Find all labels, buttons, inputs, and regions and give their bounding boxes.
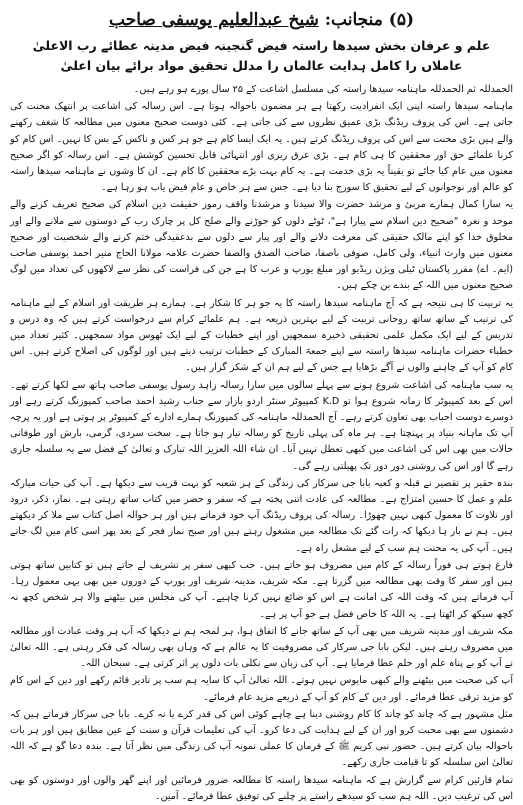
article-heading [10,8,513,32]
paragraph: بندہ حقیر پر تقصیر نے قبلہ و کعبہ بابا جی سرکار کی زندگی کے ہر شعبہ کو بہت قریب سے دیکھا ہے۔ آپ کی حیات مبارکہ علم و عمل کا حسین امتزاج ہے۔ مطالعہ کی عادت اتنی پختہ ہے کہ سفر و حضر میں کتاب ساتھ رہتی ہے۔ نماز، ذکر، درود اور تلاوت کا معمول کبھی نہیں چھوڑا۔ رسالہ کی پروف ریڈنگ آپ خود فرماتے ہیں اور ہر حوالہ اصل کتاب سے ملا کر دیکھتے ہیں۔ ہم نے بار ہا دیکھا کہ رات گئے تک مطالعہ میں مشغول رہتے ہیں اور صبح نماز فجر کے بعد پھر اسی کام میں لگ جاتے ہیں۔ آپ کی یہ محنت ہم سب کے لیے مشعل راہ ہے۔ [10,477,513,554]
paragraph: آپ کی صحبت میں بیٹھنے والے کبھی مایوس نہیں ہوتے۔ اللہ تعالیٰ آپ کا سایہ ہم سب پر تادیر قائم رکھے اور دین کے اس کام کو مزید ترقی عطا فرمائے۔ اور دین کے کام کو آپ کے ذریعے مزید عام فرمائے۔ [10,675,513,703]
paragraph: یہ سارا کمال ہمارے مربیٔ و مرشد حضرت والا سیدنا و مرشدنا واقف رموز حقیقت دین اسلام کی صحیح تعریف کرنے والے موحد و نعرہ "صحیح دین اسلام سے پیارا ہے"، ٹوٹے دلوں کو جوڑنے والے صلح کل پر چارک رب کے دوستوں سے ملانے والے اور مخلوق خدا کو اپنے مالک حقیقی کی معرفت دلانے والے اور پیار سے دلوں سے بدعقیدگی ختم کرنے والے شخصیت اور صحیح معنوں میں وارث انبیاء، ولی کامل، صوفی باصفا، صاحب الصدق والصفا حضرت علامہ مولانا الحاج منیر احمد یوسفی صاحب (ایم۔ اے) مقرر پاکستان ٹیلی ویژن ریڈیو اور مبلغ یورپ و عرب کا ہے جن کی فراست کی نظر سے لاکھوں کی تعداد میں لوگ صحیح معنوں میں اللہ کے بندے بن چکے ہیں۔ [10,199,513,292]
paragraph: فارغ ہوتے ہی فوراً رسالہ کے کام میں مصروف ہو جاتے ہیں۔ جب کبھی سفر پر تشریف لے جاتے ہیں تو کتابیں ساتھ ہوتی ہیں اور سفر کا وقت بھی مطالعہ میں گزرتا ہے۔ مکہ شریف، مدینہ شریف اور یورپ کے دوروں میں بھی یہی معمول رہا۔ آپ فرماتے ہیں کہ وقت اللہ کی امانت ہے اس کو ضائع نہیں کرنا چاہیے۔ آپ کی مجلس میں بیٹھنے والا ہر شخص کچھ نہ کچھ سیکھ کر اٹھتا ہے۔ یہ اللہ کا خاص فضل ہے جو آپ پر ہے۔ [10,559,513,620]
subheading-line: علم و عرفان بخش سیدھا راستہ فیض گنجینہ فیض مدینہ عطائے رب الاعلیٰ [32,38,491,53]
paragraph: مکہ شریف اور مدینہ شریف میں بھی آپ کے ساتھ جانے کا اتفاق ہوا، ہر لمحہ ہم نے دیکھا کہ آپ ہر وقت عبادت اور مطالعہ میں مصروف رہتے ہیں۔ لیکن بابا جی سرکار کی مصروفیت کا یہ عالم ہے کہ وہاں بھی رسالہ کی فکر رہتی ہے۔ اللہ تعالیٰ نے آپ کو بے پناہ علم اور حلم عطا فرمایا ہے۔ آپ کی زبان سے نکلی بات دلوں پر اثر کرتی ہے۔ سبحان اللہ۔ [10,625,513,670]
subheading-line: عاملاں را کامل ہدایت عالماں را مدلل تحقیق مواد برائے بیان اعلیٰ [60,58,463,73]
paragraph: یہ سب ماہنامہ کی اشاعت شروع ہونے سے پہلے سالوں میں سارا رسالہ زاہد رسول یوسفی صاحب ہاتھ سے لکھا کرتے تھے۔ اس کے بعد کمپیوٹر کا زمانہ شروع ہوا تو K.D کمپیوٹر سنٹر اردو بازار سے جناب رشید احمد صاحب کمپوزنگ کرتے رہے اور دوسرے دوست احباب بھی تعاون کرتے رہے۔ آج الحمدللہ ماہنامہ کی کمپوزنگ ہمارے ادارے کے کمپیوٹر پر ہوتی ہے اور یہ پرچہ آپ تک ماہانہ بنیاد پر پہنچتا ہے۔ ہر ماہ کی پہلی تاریخ کو رسالہ تیار ہو جاتا ہے۔ سخت سردی، گرمی، بارش اور طوفانی حالات میں بھی اس کی اشاعت میں کبھی تعطل نہیں آیا۔ ان شاء اللہ العزیز اللہ تبارک و تعالیٰ کے فضل سے یہ سلسلہ جاری رہے گا اور اس کی روشنی دور دور تک پھیلتی رہے گی۔ [10,379,513,472]
paragraph: تمام قارئین کرام سے گزارش ہے کہ ماہنامہ سیدھا راستہ کا مطالعہ ضرور فرمائیں اور اپنے گھر والوں اور دوستوں کو بھی اس کی ترغیب دیں۔ اللہ ہم سب کو سیدھے راستے پر چلنے کی توفیق عطا فرمائے۔ آمین۔ [10,774,513,802]
paragraph: الحمدللہ ثم الحمدللہ ماہنامہ سیدھا راستہ کی مسلسل اشاعت کے ۲۵ سال پورے ہو رہے ہیں۔ [133,84,513,95]
article-subheading [10,36,513,76]
paragraph: مثل مشہور ہے کہ چاند کو چاند کا کام روشنی دینا ہے چاہے کوئی اس کی قدر کرے یا نہ کرے۔ بابا جی سرکار فرماتے ہیں کہ دشمنوں سے بھی محبت کرو اور ان کے لیے ہدایت کی دعا کرو۔ آپ کی تعلیمات قرآن و سنت کے عین مطابق ہیں اور ہر بات باحوالہ بیان کرتے ہیں۔ حضور نبی کریم ﷺ کے فرمان کا عملی نمونہ آپ کی زندگی میں نظر آتا ہے۔ بندہ دعا گو ہے کہ اللہ تعالیٰ اس سلسلہ کو تا قیامت جاری رکھے۔ [10,708,513,769]
author-name: شیخ عبدالعلیم یوسفی صاحب [109,10,319,30]
paragraph: یہ تربیت کا ہی نتیجہ ہے کہ آج ماہنامہ سیدھا راستہ کا یہ جو ہر کا شکار ہے۔ ہمارے ہر طریقت اور اسلام کے لیے ماہنامہ کی ترتیب کے ساتھ ساتھ روحانی تربیت کے لیے بہترین ذریعہ ہے۔ ہم علمائے کرام سے درخواست کرتے ہیں کہ وہ درس و تدریس کے لیے ایک مکمل علمی تحقیقی ذخیرہ سمجھیں اور اپنے خطبات کے لیے ایک ٹھوس مواد سمجھیں۔ کثیر تعداد میں خطباء حضرات ماہنامہ سیدھا راستہ سے اپنے جمعۃ المبارک کے خطبات ترتیب دیتے ہیں اور لوگوں کی اصلاح کرتے ہیں۔ اس کام کو آپ کے چاہنے والوں نے آگے بڑھایا ہے جس کے لیے ہم ان کے شکر گزار ہیں۔ [10,297,513,374]
heading-prefix: (۵) منجانب: [324,10,414,30]
article-body [10,82,513,805]
paragraph: ماہنامہ سیدھا راستہ اپنی ایک انفرادیت رکھتا ہے ہر مضمون باحوالہ ہوتا ہے۔ اس رسالہ کی اشاعت پر انتھک محنت کی جاتی ہے۔ اس کی پروف ریڈنگ بڑی عمیق نظروں سے کی جاتی ہے۔ کئی دوست صحیح معنوں میں مطالعہ کا شغف رکھنے والے ہیں بڑی محنت سے اس کی پروف ریڈنگ کرتے ہیں۔ یہ ایک ایسا کام ہے جو ہر کس و ناکس کے بس کا نہیں۔ اس کام کو کرنا علمائے حق اور محققین کا ہی کام ہے۔ بڑی عرق ریزی اور انتہائی قابل تحسین کوشش ہے۔ اس رسالہ کو اگر صحیح معنوں میں عام کیا جائے تو یقیناً یہ بڑی خدمت ہے۔ یہ کام بہت بڑے محققین کا کام ہے۔ ان کا وشوں نے ماہنامہ سیدھا راستہ کو عالم اور نوجوانوں کے لیے تحقیق کا سورج بنا دیا ہے۔ جس سے ہر خاص و عام فیض یاب ہو رہا ہے۔ [10,101,513,194]
